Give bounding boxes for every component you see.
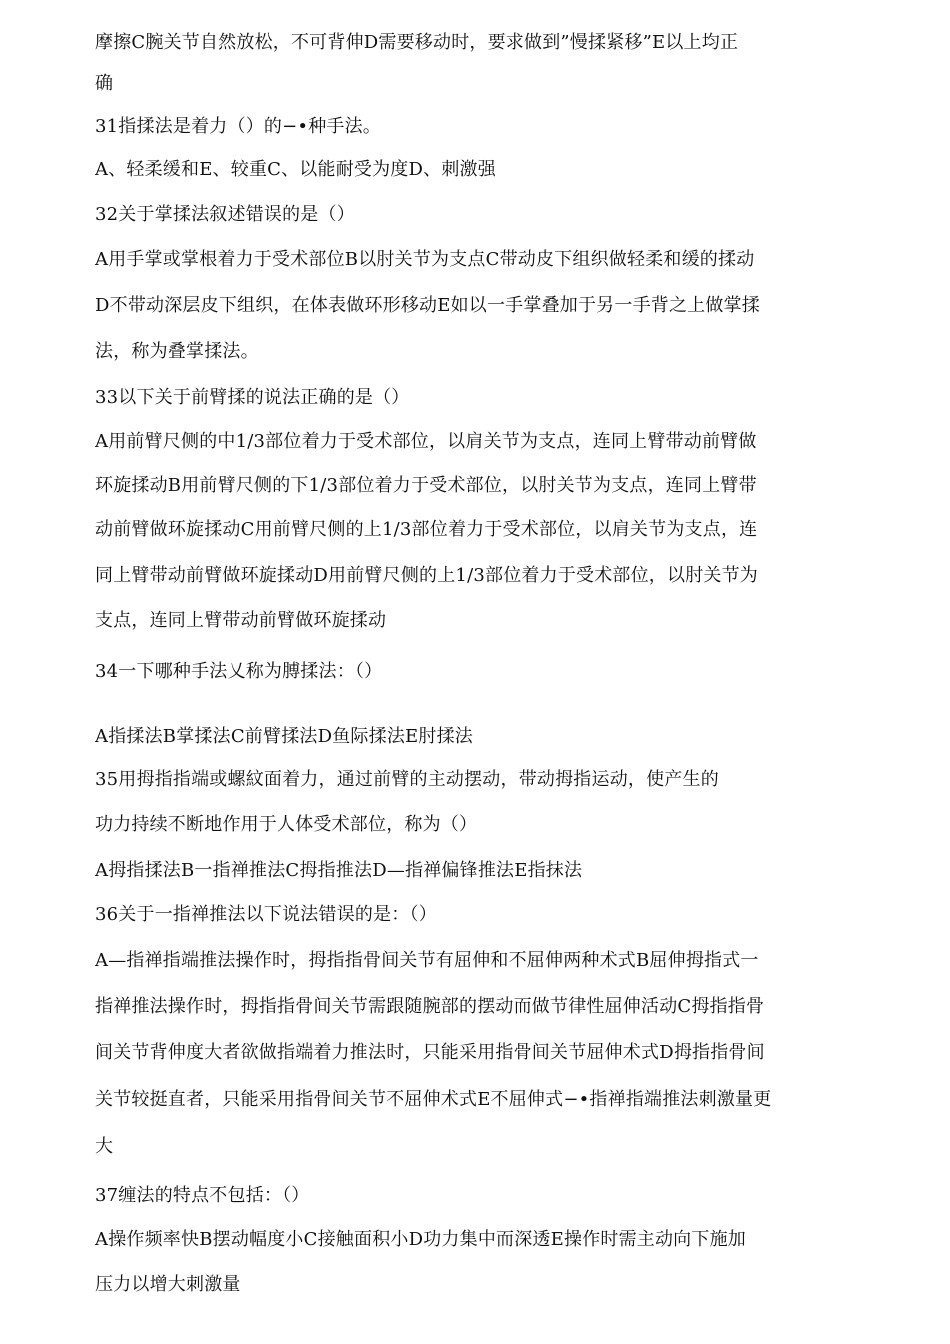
text-line: 压力以增大刺激量 [95, 1274, 241, 1295]
text-line: 支点，连同上臂带动前臂做环旋揉动 [95, 610, 387, 631]
text-line: 动前臂做环旋揉动C用前臂尺侧的上1/3部位着力于受术部位，以肩关节为支点，连 [95, 519, 758, 540]
question-32: 32关于掌揉法叙述错误的是（） [95, 204, 355, 225]
text-line: 法，称为叠掌揉法。 [95, 341, 259, 362]
options-35: A拇指揉法B一指禅推法C拇指推法D—指禅偏锋推法E指抹法 [95, 860, 583, 881]
text-line: 确 [95, 73, 114, 94]
text-line: A用手掌或掌根着力于受术部位B以肘关节为支点C带动皮下组织做轻柔和缓的揉动 [95, 249, 755, 270]
text-line: D不带动深层皮下组织，在体表做环形移动E如以一手掌叠加于另一手背之上做掌揉 [95, 295, 760, 316]
options-31: A、轻柔缓和E、较重C、以能耐受为度D、刺激强 [95, 159, 496, 180]
text-line: A操作频率快B摆动幅度小C接触面积小D功力集中而深透E操作时需主动向下施加 [95, 1229, 746, 1250]
question-37: 37缠法的特点不包括：（） [95, 1185, 310, 1206]
text-line: 关节较挺直者，只能采用指骨间关节不屈伸术式E不屈伸式−•指禅指端推法刺激量更 [95, 1089, 772, 1110]
question-31: 31指揉法是着力（）的−•种手法。 [95, 116, 382, 137]
text-line: 大 [95, 1136, 114, 1157]
text-line: 摩擦C腕关节自然放松，不可背伸D需要移动时，要求做到”慢揉紧移”E以上均正 [95, 32, 739, 53]
text-line: 同上臂带动前臂做环旋揉动D用前臂尺侧的上1/3部位着力于受术部位，以肘关节为 [95, 565, 758, 586]
question-35: 35用拇指指端或螺紋面着力，通过前臂的主动摆动，带动拇指运动，使产生的 [95, 769, 719, 790]
text-line: A用前臂尺侧的中1/3部位着力于受术部位，以肩关节为支点，连同上臂带动前臂做 [95, 431, 757, 452]
options-34: A指揉法B掌揉法C前臂揉法D鱼际揉法E肘揉法 [95, 726, 473, 747]
question-34: 34一下哪种手法乂称为膊揉法：（） [95, 661, 383, 682]
text-line: 功力持续不断地作用于人体受术部位，称为（） [95, 814, 478, 835]
text-line: A—指禅指端推法操作时，拇指指骨间关节有屈伸和不屈伸两种术式B屈伸拇指式一 [95, 950, 759, 971]
question-33: 33以下关于前臂揉的说法正确的是（） [95, 387, 410, 408]
text-line: 指禅推法操作时，拇指指骨间关节需跟随腕部的摆动而做节律性屈伸活动C拇指指骨 [95, 996, 765, 1017]
text-line: 环旋揉动B用前臂尺侧的下1/3部位着力于受术部位，以肘关节为支点，连同上臂带 [95, 475, 757, 496]
question-36: 36关于一指禅推法以下说法错误的是：（） [95, 904, 437, 925]
text-line: 间关节背伸度大者欲做指端着力推法时，只能采用指骨间关节屈伸术式D拇指指骨间 [95, 1042, 765, 1063]
